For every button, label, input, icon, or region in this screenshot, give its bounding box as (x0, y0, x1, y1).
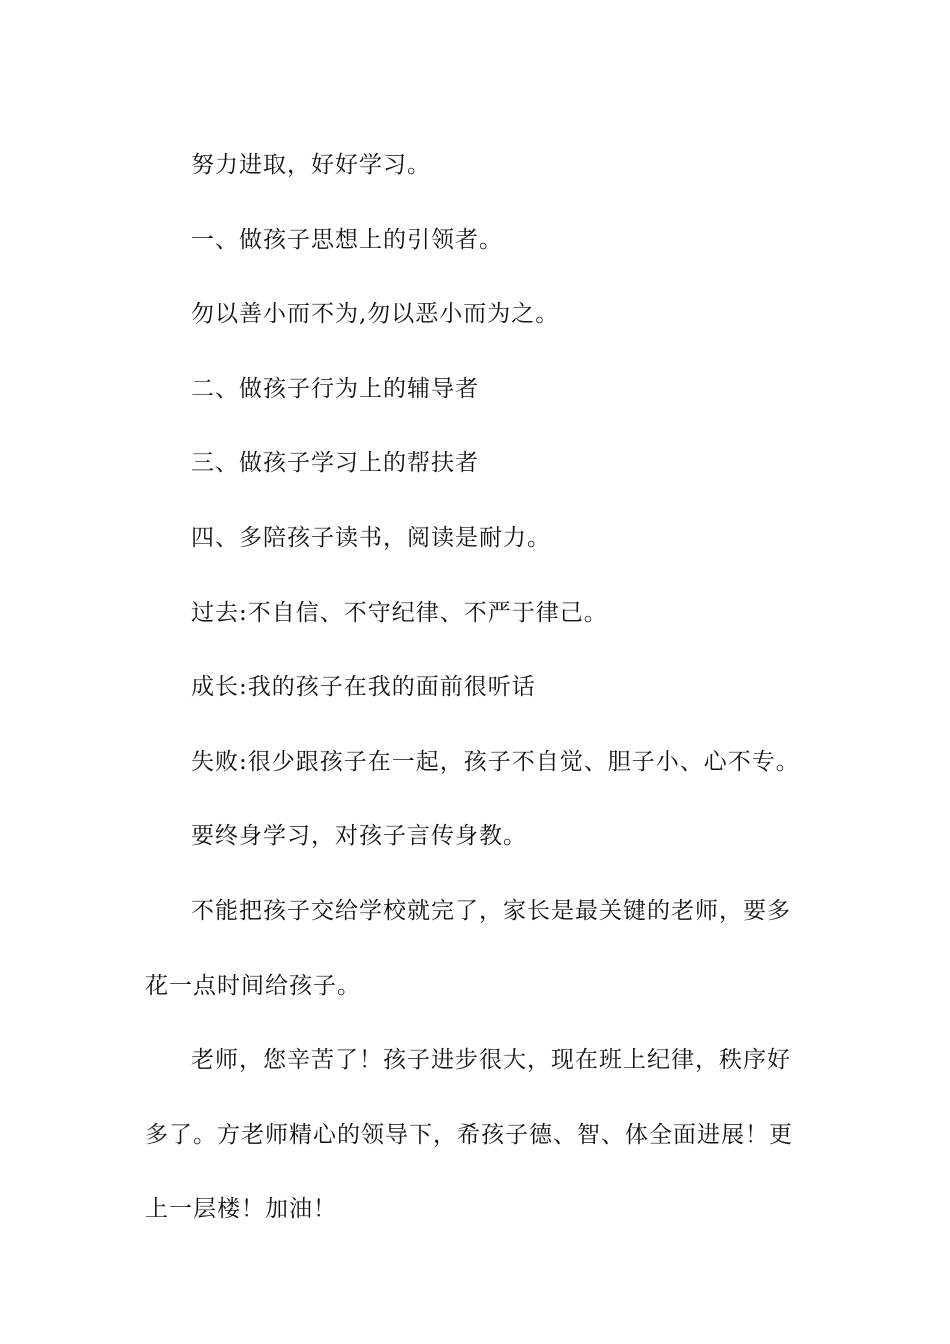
paragraph-11: 不能把孩子交给学校就完了，家长是最关键的老师，要多花一点时间给孩子。 (145, 897, 791, 999)
paragraph-10: 要终身学习，对孩子言传身教。 (191, 823, 527, 850)
paragraph-2: 一、做孩子思想上的引领者。 (191, 226, 503, 253)
paragraph-1: 努力进取，好好学习。 (191, 152, 431, 178)
paragraph-3: 勿以善小而不为,勿以恶小而为之。 (191, 301, 560, 328)
paragraph-4: 二、做孩子行为上的辅导者 (191, 375, 479, 402)
paragraph-12: 老师，您辛苦了！孩子进步很大，现在班上纪律，秩序好多了。方老师精心的领导下，希孩子德、智、体全面进展！更上一层楼！加油！ (145, 1047, 793, 1223)
paragraph-6: 四、多陪孩子读书，阅读是耐力。 (191, 524, 551, 551)
document-body (145, 128, 805, 1247)
paragraph-8: 成长:我的孩子在我的面前很听话 (191, 674, 536, 701)
paragraph-7: 过去:不自信、不守纪律、不严于律己。 (191, 599, 608, 626)
paragraph-9: 失败:很少跟孩子在一起，孩子不自觉、胆子小、心不专。 (191, 748, 800, 775)
paragraph-5: 三、做孩子学习上的帮扶者 (191, 450, 479, 477)
